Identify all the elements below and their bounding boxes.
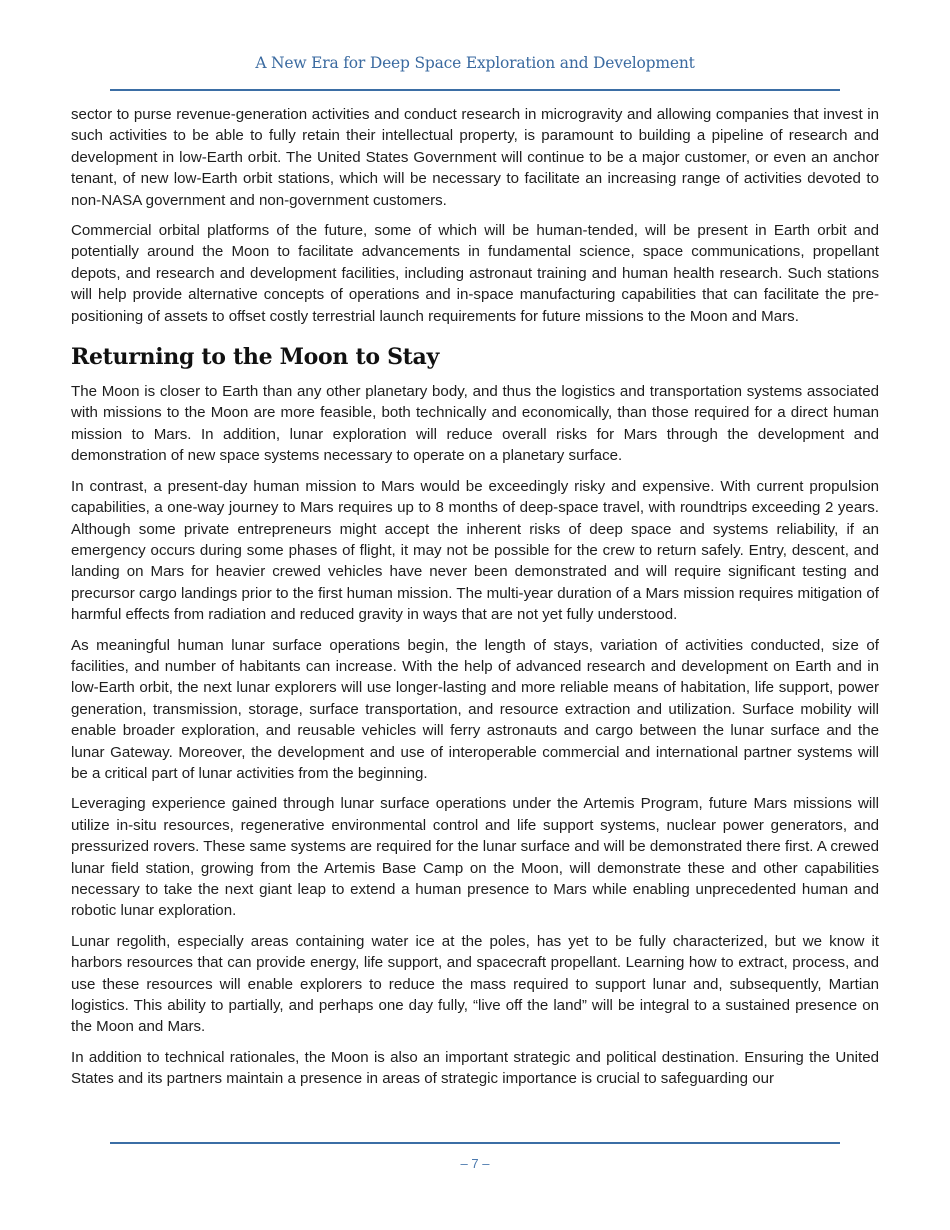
section-heading: Returning to the Moon to Stay xyxy=(71,344,439,371)
body-paragraph: Commercial orbital platforms of the future, some of which will be human-tended, will be present in Earth orbit and potentially around the Moon to facilitate advancements in fundamental science, space communications, propellant depots, and research and development facilities, including astronaut training and human health research. Such stations will help provide alternative concepts of operations and in-space manufacturing capabilities that can facilitate the pre-positioning of assets to offset costly terrestrial launch requirements for future missions to the Moon and Mars. xyxy=(71,222,879,325)
body-paragraph: In addition to technical rationales, the Moon is also an important strategic and political destination. Ensuring the United States and its partners maintain a presence in areas of strategic importance is crucial to safeguarding our xyxy=(71,1048,879,1088)
header-divider xyxy=(110,89,840,91)
footer-divider xyxy=(110,1142,840,1144)
body-paragraph: As meaningful human lunar surface operations begin, the length of stays, variation of activities conducted, size of facilities, and number of habitants can increase. With the help of advanced research and development on Earth and in low-Earth orbit, the next lunar explorers will use longer-lasting and more reliable means of habitation, life support, power generation, transmission, storage, surface transportation, and resource extraction and utilization. Surface mobility will enable broader exploration, and reusable vehicles will ferry astronauts and cargo between the lunar surface and the lunar Gateway. Moreover, the development and use of interoperable commercial and international partner systems will be a critical part of lunar activities from the beginning. xyxy=(71,636,879,782)
page-body xyxy=(71,104,879,1099)
body-paragraph: In contrast, a present-day human mission to Mars would be exceedingly risky and expensive. With current propulsion capabilities, a one-way journey to Mars requires up to 8 months of deep-space travel, with roundtrips exceeding 2 years. Although some private entrepreneurs might accept the inherent risks of deep space and systems reliability, if an emergency occurs during some phases of flight, it may not be possible for the crew to return safely. Entry, descent, and landing on Mars for heavier crewed vehicles have never been demonstrated and will require significant testing and precursor cargo landings prior to the first human mission. The multi-year duration of a Mars mission requires mitigation of harmful effects from radiation and reduced gravity in ways that are not yet fully understood. xyxy=(71,477,879,624)
body-paragraph: Leveraging experience gained through lunar surface operations under the Artemis Program, future Mars missions will utilize in-situ resources, regenerative environmental control and life support systems, nuclear power generators, and pressurized rovers. These same systems are required for the lunar surface and will be demonstrated there first. A crewed lunar field station, growing from the Artemis Base Camp on the Moon, will demonstrate these and other capabilities necessary to take the next giant leap to extend a human presence to Mars while enabling unprecedented human and robotic lunar exploration. xyxy=(71,795,879,920)
running-header: A New Era for Deep Space Exploration and Development xyxy=(255,54,695,72)
page-number: – 7 – xyxy=(460,1156,490,1171)
page-body-clip xyxy=(0,104,950,1142)
body-paragraph: sector to purse revenue-generation activities and conduct research in microgravity and allowing companies that invest in such activities to be able to fully retain their intellectual property, is paramount to building a pipeline of research and development in low-Earth orbit. The United States Government will continue to be a major customer, or even an anchor tenant, of new low-Earth orbit stations, which will be necessary to facilitate an increasing range of activities devoted to non-NASA government and non-government customers. xyxy=(71,106,879,209)
body-paragraph: Lunar regolith, especially areas containing water ice at the poles, has yet to be fully characterized, but we know it harbors resources that can provide energy, life support, and spacecraft propellant. Learning how to extract, process, and use these resources will enable explorers to reduce the mass required to support lunar and, subsequently, Martian logistics. This ability to partially, and perhaps one day fully, “live off the land” will be integral to a sustained presence on the Moon and Mars. xyxy=(71,932,879,1036)
body-paragraph: The Moon is closer to Earth than any other planetary body, and thus the logistics and transportation systems associated with missions to the Moon are more feasible, both technically and economically, than those required for a direct human mission to Mars. In addition, lunar exploration will reduce overall risks for Mars through the development and demonstration of new space systems necessary to operate on a planetary surface. xyxy=(71,383,879,465)
